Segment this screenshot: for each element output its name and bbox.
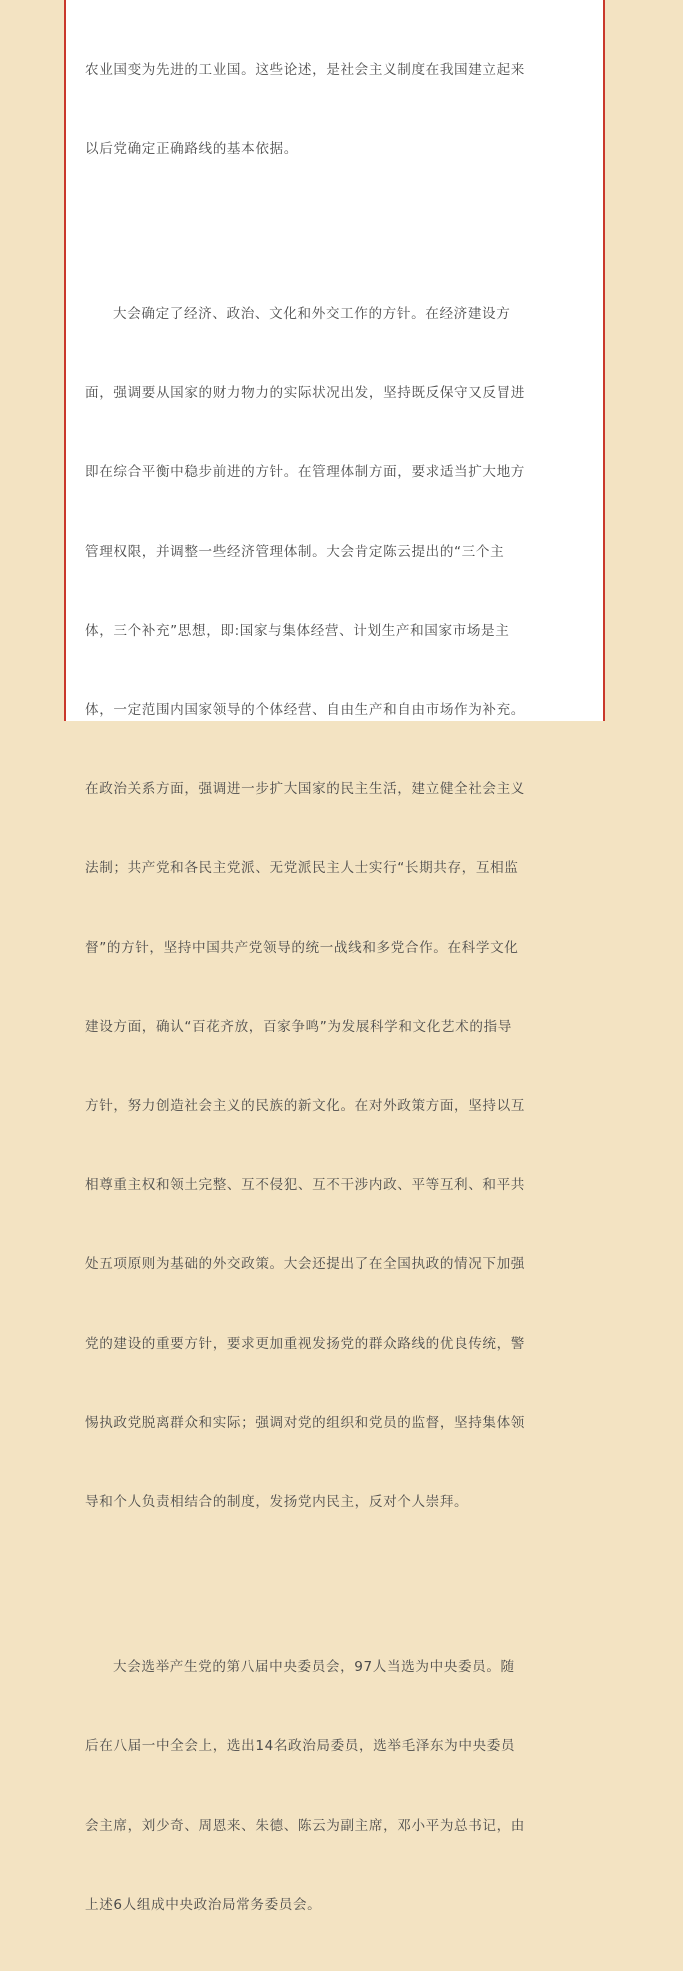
paragraph-line: 大会确定了经济、政治、文化和外交工作的方针。在经济建设方 bbox=[113, 306, 511, 323]
article-paragraph-1 bbox=[85, 4, 585, 215]
paragraph-line: 建设方面，确认“百花齐放，百家争鸣”为发展科学和文化艺术的指导 bbox=[85, 1018, 512, 1035]
paragraph-line: 在政治关系方面，强调进一步扩大国家的民主生活，建立健全社会主义 bbox=[85, 781, 526, 798]
paragraph-line: 即在综合平衡中稳步前进的方针。在管理体制方面，要求适当扩大地方 bbox=[85, 464, 526, 481]
paragraph-line: 面，强调要从国家的财力物力的实际状况出发，坚持既反保守又反冒进 bbox=[85, 385, 526, 402]
paragraph-line: 后在八届一中全会上，选出14名政治局委员，选举毛泽东为中央委员 bbox=[85, 1738, 516, 1755]
paragraph-line: 导和个人负责相结合的制度，发扬党内民主，反对个人崇拜。 bbox=[85, 1494, 469, 1511]
paragraph-line: 会主席，刘少奇、周恩来、朱德、陈云为副主席，邓小平为总书记，由 bbox=[85, 1817, 526, 1834]
paragraph-line: 法制；共产党和各民主党派、无党派民主人士实行“长期共存，互相监 bbox=[85, 860, 519, 877]
paragraph-line: 方针，努力创造社会主义的民族的新文化。在对外政策方面，坚持以互 bbox=[85, 1098, 526, 1115]
paragraph-line: 处五项原则为基础的外交政策。大会还提出了在全国执政的情况下加强 bbox=[85, 1256, 526, 1273]
article-page bbox=[64, 0, 605, 1913]
paragraph-line: 以后党确定正确路线的基本依据。 bbox=[85, 141, 298, 158]
article-paragraph-3 bbox=[85, 1601, 585, 1971]
article-paragraph-2 bbox=[85, 248, 585, 1568]
paragraph-line: 大会选举产生党的第八届中央委员会，97人当选为中央委员。随 bbox=[113, 1659, 515, 1676]
paragraph-line: 督”的方针，坚持中国共产党领导的统一战线和多党合作。在科学文化 bbox=[85, 939, 519, 956]
paragraph-line: 体，三个补充”思想，即:国家与集体经营、计划生产和国家市场是主 bbox=[85, 622, 510, 639]
paragraph-line: 管理权限，并调整一些经济管理体制。大会肯定陈云提出的“三个主 bbox=[85, 543, 505, 560]
paragraph-line: 上述6人组成中央政治局常务委员会。 bbox=[85, 1896, 322, 1913]
right-decorative-margin bbox=[611, 0, 683, 721]
paragraph-line: 相尊重主权和领土完整、互不侵犯、互不干涉内政、平等互利、和平共 bbox=[85, 1177, 526, 1194]
left-decorative-margin bbox=[0, 0, 64, 721]
paragraph-line: 党的建设的重要方针，要求更加重视发扬党的群众路线的优良传统，警 bbox=[85, 1335, 526, 1352]
paragraph-line: 惕执政党脱离群众和实际；强调对党的组织和党员的监督，坚持集体领 bbox=[85, 1414, 526, 1431]
paragraph-line: 体，一定范围内国家领导的个体经营、自由生产和自由市场作为补充。 bbox=[85, 702, 526, 719]
article-body bbox=[85, 0, 585, 1971]
paragraph-line: 农业国变为先进的工业国。这些论述，是社会主义制度在我国建立起来 bbox=[85, 61, 526, 78]
